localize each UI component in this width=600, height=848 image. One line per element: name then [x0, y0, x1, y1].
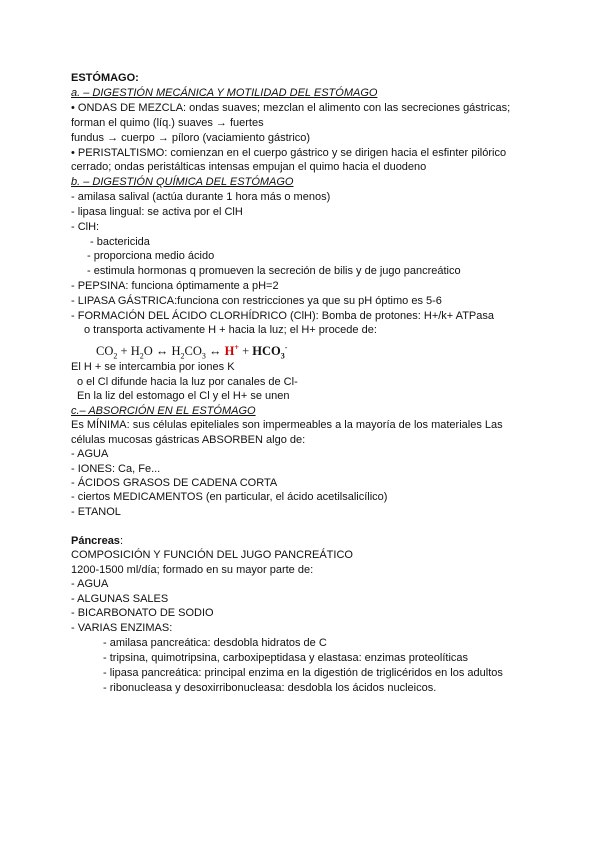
- list-item: - lipasa pancreática: principal enzima en la digestión de triglicéridos en los adultos: [103, 667, 503, 679]
- eq-plus: +: [238, 344, 253, 359]
- text-line: - lipasa lingual: se activa por el ClH: [71, 206, 243, 218]
- list-item: - amilasa pancreática: desdobla hidratos de C: [103, 637, 327, 649]
- section-a-heading: a. – DIGESTIÓN MECÁNICA Y MOTILIDAD DEL ESTÓMAGO: [71, 87, 378, 99]
- eq-arrow: ↔: [152, 344, 172, 359]
- text-line: o transporta activamente H + hacia la luz; el H+ procede de:: [84, 324, 377, 336]
- list-item: - ETANOL: [71, 506, 121, 518]
- list-item: - AGUA: [71, 448, 109, 460]
- pancreas-title: [71, 534, 123, 548]
- list-item: - ALGUNAS SALES: [71, 593, 169, 605]
- eq-arrow: ↔: [205, 344, 225, 359]
- text-line: forman el quimo (líq.) suaves → fuertes: [71, 117, 264, 129]
- text-line: - PEPSINA: funciona óptimamente a pH=2: [71, 280, 279, 292]
- text-line: COMPOSICIÓN Y FUNCIÓN DEL JUGO PANCREÁTICO: [71, 549, 353, 561]
- list-item: - ciertos MEDICAMENTOS (en particular, el ácido acetilsalicílico): [71, 491, 388, 503]
- eq-hplus-sup: +: [234, 343, 239, 352]
- eq-hco-sub: 3: [280, 351, 285, 361]
- eq-h2-sub: 2: [139, 351, 144, 361]
- list-item: - VARIAS ENZIMAS:: [71, 622, 173, 634]
- list-item: - IONES: Ca, Fe...: [71, 463, 161, 475]
- text-line: - FORMACIÓN DEL ÁCIDO CLORHÍDRICO (ClH): Bomba de protones: H+/k+ ATPasa: [71, 310, 494, 322]
- list-item: - ÁCIDOS GRASOS DE CADENA CORTA: [71, 477, 278, 489]
- text-line: 1200-1500 ml/día; formado en su mayor parte de:: [71, 564, 314, 576]
- eq-plus: +: [117, 344, 131, 359]
- text-line: cerrado; ondas peristálticas intensas empujan el quimo hacia el duodeno: [71, 161, 427, 173]
- text-line: - ClH:: [71, 221, 100, 233]
- list-item: - ribonucleasa y desoxirribonucleasa: desdobla los ácidos nucleicos.: [103, 682, 437, 694]
- eq-co-sub: 2: [113, 351, 118, 361]
- text-line: Es MÍNIMA: sus células epiteliales son impermeables a la mayoría de los materiales Las: [71, 419, 503, 431]
- pancreas-title-colon: :: [119, 535, 123, 547]
- text-line: - amilasa salival (actúa durante 1 hora más o menos): [71, 191, 331, 203]
- list-item: - AGUA: [71, 578, 109, 590]
- eq-hplus: H: [224, 344, 235, 359]
- section-c-heading: c.– ABSORCIÓN EN EL ESTÓMAGO: [71, 405, 256, 417]
- eq-o: O: [143, 344, 153, 359]
- text-line: fundus → cuerpo → píloro (vaciamiento gástrico): [71, 132, 311, 144]
- eq-hco: HCO: [252, 344, 281, 359]
- eq-hco-sup: -: [284, 343, 288, 352]
- list-item: - estimula hormonas q promueven la secreción de bilis y de jugo pancreático: [87, 265, 461, 277]
- eq-h2co: H: [171, 344, 181, 359]
- list-item: - proporciona medio ácido: [87, 250, 215, 262]
- eq-co3: CO: [184, 344, 202, 359]
- list-item: - tripsina, quimotripsina, carboxipeptidasa y elastasa: enzimas proteolíticas: [103, 652, 469, 664]
- text-line: El H + se intercambia por iones K: [71, 361, 235, 373]
- text-line: células mucosas gástricas ABSORBEN algo de:: [71, 434, 306, 446]
- eq-co: CO: [96, 344, 114, 359]
- stomach-title: ESTÓMAGO:: [71, 72, 139, 84]
- eq-h2: H: [130, 344, 140, 359]
- list-item: - BICARBONATO DE SODIO: [71, 607, 214, 619]
- pancreas-title-text: Páncreas: [71, 535, 120, 547]
- text-line: En la liz del estomago el Cl y el H+ se unen: [77, 390, 290, 402]
- eq-co3-sub: 3: [201, 351, 206, 361]
- text-line: • PERISTALTISMO: comienzan en el cuerpo gástrico y se dirigen hacia el esfinter pilórico: [71, 147, 507, 159]
- section-b-heading: b. – DIGESTIÓN QUÍMICA DEL ESTÓMAGO: [71, 176, 294, 188]
- list-item: - bactericida: [90, 236, 150, 248]
- text-line: - LIPASA GÁSTRICA:funciona con restricciones ya que su pH óptimo es 5-6: [71, 295, 442, 307]
- text-line: o el Cl difunde hacia la luz por canales de Cl-: [77, 376, 298, 388]
- text-line: • ONDAS DE MEZCLA: ondas suaves; mezclan el alimento con las secreciones gástricas;: [71, 102, 511, 114]
- eq-h2co-sub: 2: [180, 351, 185, 361]
